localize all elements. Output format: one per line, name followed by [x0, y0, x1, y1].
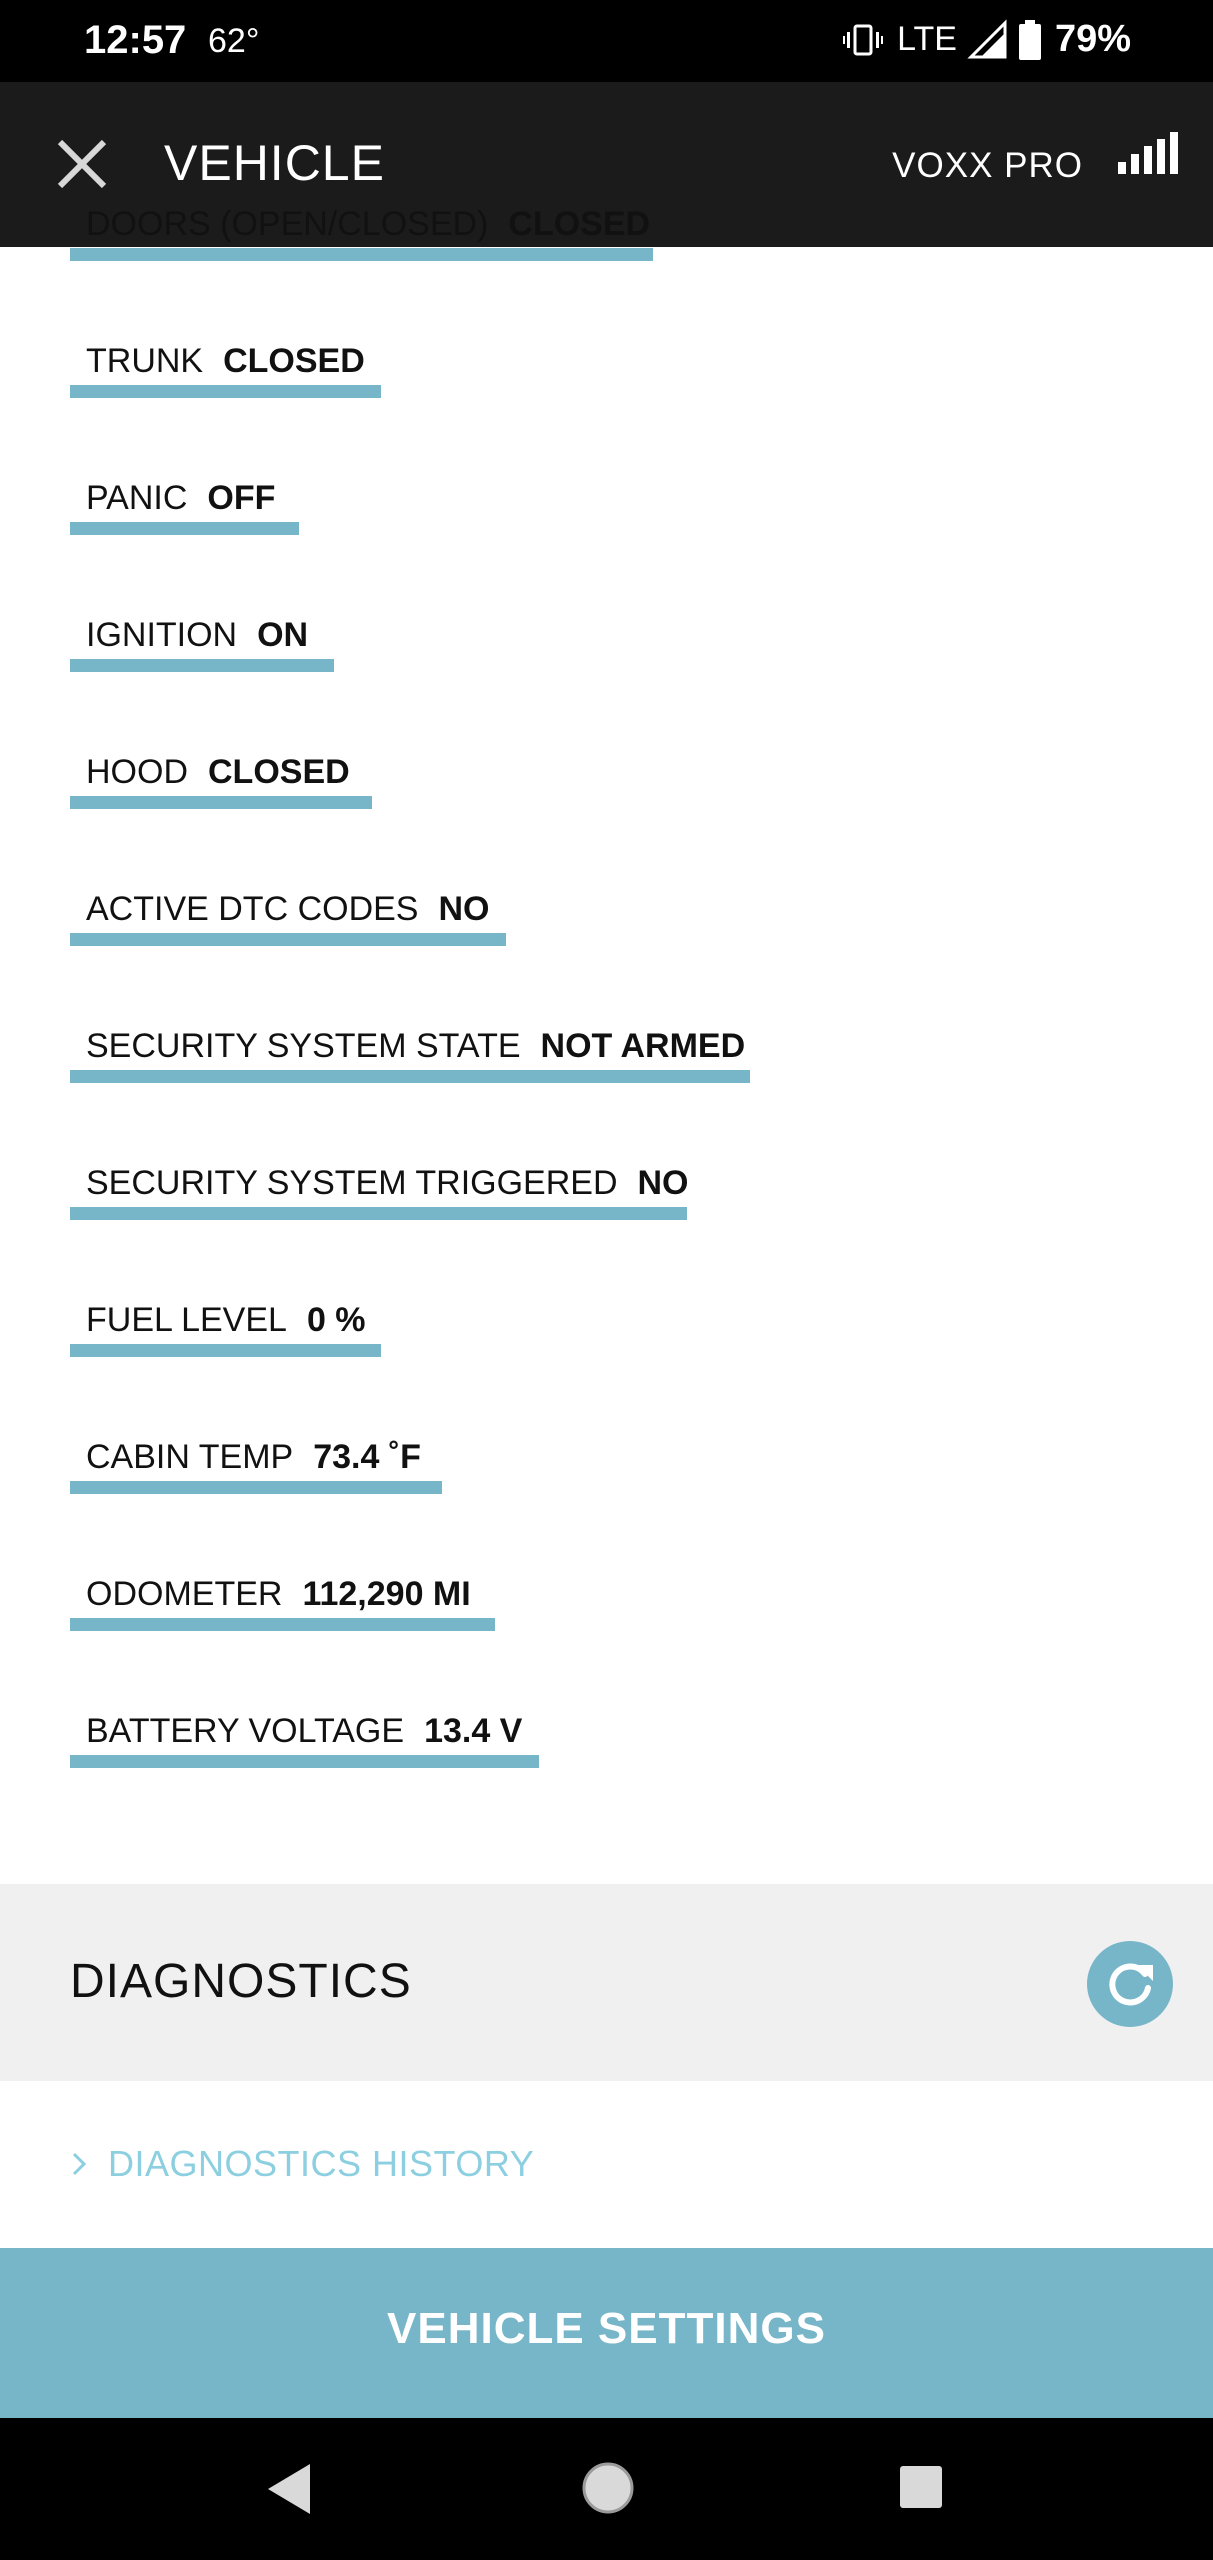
- status-row-odometer: [0, 1523, 1213, 1660]
- status-value: ON: [257, 616, 309, 654]
- device-name[interactable]: VOXX PRO: [892, 146, 1083, 185]
- vehicle-settings-label: VEHICLE SETTINGS: [387, 2304, 826, 2353]
- diagnostics-history-label: DIAGNOSTICS HISTORY: [108, 2143, 535, 2184]
- status-row-cabin-temp: [0, 1386, 1213, 1523]
- status-label: ACTIVE DTC CODES: [86, 890, 419, 928]
- vehicle-settings-button[interactable]: [0, 2248, 1213, 2418]
- system-nav-bar: [0, 2418, 1213, 2560]
- status-label: SECURITY SYSTEM STATE: [86, 1027, 521, 1065]
- status-value: NO: [438, 890, 490, 928]
- status-row-ignition: [0, 564, 1213, 701]
- status-value: OFF: [207, 479, 276, 517]
- vehicle-status-list: [0, 205, 1213, 1884]
- refresh-button[interactable]: [1087, 1941, 1173, 2027]
- status-underline: [70, 1618, 495, 1631]
- status-label: CABIN TEMP: [86, 1438, 294, 1476]
- status-label: HOOD: [86, 753, 188, 791]
- status-row-security-state: [0, 975, 1213, 1112]
- status-value: CLOSED: [223, 342, 365, 380]
- status-value: CLOSED: [508, 205, 651, 243]
- status-row-security-triggered: [0, 1112, 1213, 1249]
- status-label: DOORS (OPEN/CLOSED): [86, 205, 489, 243]
- status-value: 73.4 ˚F: [313, 1438, 421, 1476]
- diagnostics-section-header: [0, 1884, 1213, 2081]
- status-underline: [70, 385, 381, 398]
- status-underline: [70, 522, 299, 535]
- vibrate-icon: [843, 23, 883, 57]
- network-type: LTE: [897, 20, 957, 58]
- recent-apps-icon[interactable]: [898, 2464, 944, 2510]
- status-underline: [70, 1070, 750, 1083]
- battery-percent: 79%: [1054, 18, 1131, 60]
- refresh-icon: [1087, 1941, 1173, 2027]
- status-underline: [70, 1755, 539, 1768]
- page-title: VEHICLE: [164, 135, 385, 191]
- status-value: 0 %: [306, 1301, 366, 1339]
- battery-icon: [1019, 20, 1041, 60]
- status-underline: [70, 933, 506, 946]
- status-temperature: 62°: [208, 22, 260, 60]
- status-right-group: [843, 18, 1131, 61]
- status-underline: [70, 1207, 687, 1220]
- back-icon[interactable]: [262, 2460, 316, 2518]
- status-underline: [70, 796, 372, 809]
- status-underline: [70, 659, 334, 672]
- status-row-doors: [0, 153, 1213, 290]
- status-row-dtc: [0, 838, 1213, 975]
- status-row-panic: [0, 427, 1213, 564]
- status-row-battery-voltage: [0, 1660, 1213, 1797]
- status-label: FUEL LEVEL: [86, 1301, 287, 1339]
- status-underline: [70, 1481, 442, 1494]
- status-bar: [0, 0, 1213, 82]
- status-value: NOT ARMED: [540, 1027, 746, 1065]
- status-value: NO: [637, 1164, 689, 1202]
- status-value: 13.4 V: [424, 1712, 523, 1750]
- home-icon[interactable]: [580, 2460, 636, 2516]
- status-value: 112,290 MI: [302, 1575, 471, 1613]
- status-label: TRUNK: [86, 342, 204, 380]
- chevron-right-icon: [68, 2149, 90, 2179]
- status-label: ODOMETER: [86, 1575, 283, 1613]
- status-label: BATTERY VOLTAGE: [86, 1712, 405, 1750]
- status-label: IGNITION: [86, 616, 238, 654]
- status-label: SECURITY SYSTEM TRIGGERED: [86, 1164, 618, 1202]
- diagnostics-title: DIAGNOSTICS: [70, 1955, 412, 2008]
- status-row-hood: [0, 701, 1213, 838]
- status-underline: [70, 1344, 381, 1357]
- status-row-fuel: [0, 1249, 1213, 1386]
- status-value: CLOSED: [208, 753, 350, 791]
- status-underline: [70, 248, 653, 261]
- status-label: PANIC: [86, 479, 188, 517]
- diagnostics-history-link[interactable]: [0, 2081, 1213, 2248]
- cell-signal-icon: [971, 23, 1005, 57]
- status-row-trunk: [0, 290, 1213, 427]
- status-time: 12:57: [84, 18, 187, 62]
